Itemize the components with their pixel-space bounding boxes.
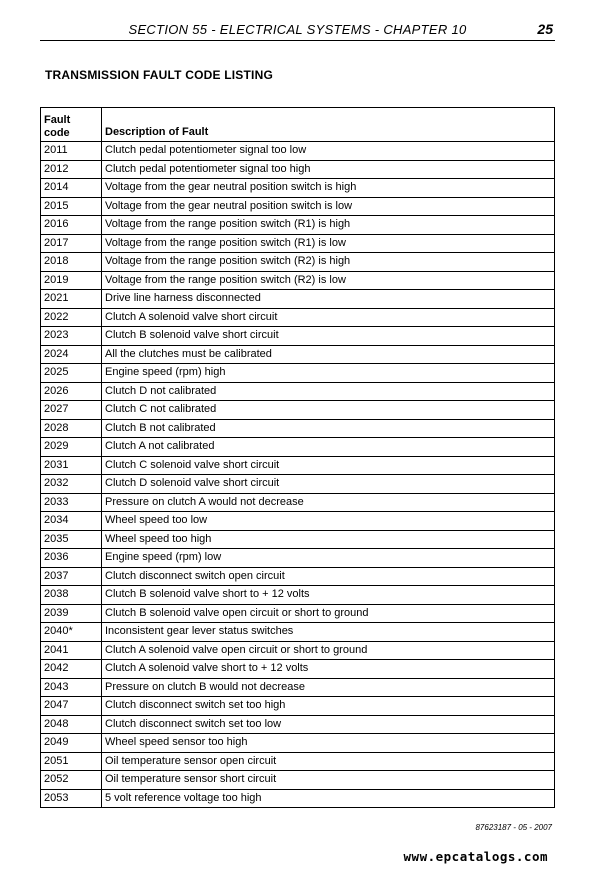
table-row [41,197,555,216]
watermark-url: www.epcatalogs.com [403,849,548,864]
fault-description-cell: Clutch A not calibrated [102,438,555,457]
table-row [41,142,555,161]
document-code: 87623187 - 05 - 2007 [475,823,552,832]
fault-code-cell: 2047 [41,697,102,716]
table-row [41,715,555,734]
fault-description-cell: Voltage from the gear neutral position switch is low [102,197,555,216]
table-row [41,678,555,697]
fault-code-cell: 2038 [41,586,102,605]
fault-code-cell: 2014 [41,179,102,198]
column-header-description: Description of Fault [102,108,555,142]
column-header-fault-code-line2: code [44,127,70,139]
fault-code-cell: 2036 [41,549,102,568]
fault-code-cell: 2026 [41,382,102,401]
table-row [41,660,555,679]
table-row [41,734,555,753]
table-row [41,290,555,309]
table-row [41,419,555,438]
table-row [41,216,555,235]
fault-description-cell: Clutch A solenoid valve open circuit or short to ground [102,641,555,660]
fault-description-cell: Pressure on clutch B would not decrease [102,678,555,697]
fault-code-cell: 2041 [41,641,102,660]
table-row [41,771,555,790]
fault-description-cell: Clutch D solenoid valve short circuit [102,475,555,494]
fault-description-cell: Clutch D not calibrated [102,382,555,401]
fault-description-cell: Wheel speed sensor too high [102,734,555,753]
fault-description-cell: Clutch pedal potentiometer signal too high [102,160,555,179]
fault-description-cell: Voltage from the gear neutral position switch is high [102,179,555,198]
fault-description-cell: Wheel speed too high [102,530,555,549]
fault-code-cell: 2032 [41,475,102,494]
fault-description-cell: Clutch pedal potentiometer signal too low [102,142,555,161]
fault-description-cell: 5 volt reference voltage too high [102,789,555,808]
fault-code-cell: 2035 [41,530,102,549]
fault-description-cell: Clutch B solenoid valve short circuit [102,327,555,346]
table-row [41,179,555,198]
fault-description-cell: All the clutches must be calibrated [102,345,555,364]
table-row [41,549,555,568]
table-row [41,401,555,420]
table-header-row [41,108,555,142]
table-row [41,697,555,716]
column-header-fault-code [41,108,102,142]
fault-code-cell: 2027 [41,401,102,420]
fault-code-cell: 2023 [41,327,102,346]
table-row [41,253,555,272]
fault-description-cell: Clutch B solenoid valve open circuit or short to ground [102,604,555,623]
table-row [41,623,555,642]
fault-description-cell: Clutch A solenoid valve short circuit [102,308,555,327]
table-row [41,456,555,475]
fault-code-cell: 2025 [41,364,102,383]
fault-code-cell: 2043 [41,678,102,697]
fault-code-table [40,107,555,808]
fault-description-cell: Voltage from the range position switch (R1) is high [102,216,555,235]
fault-code-cell: 2031 [41,456,102,475]
fault-code-cell: 2049 [41,734,102,753]
table-row [41,438,555,457]
fault-code-cell: 2048 [41,715,102,734]
page-title: TRANSMISSION FAULT CODE LISTING [45,68,273,82]
fault-code-cell: 2051 [41,752,102,771]
table-row [41,271,555,290]
fault-code-cell: 2053 [41,789,102,808]
fault-code-cell: 2028 [41,419,102,438]
fault-description-cell: Wheel speed too low [102,512,555,531]
fault-description-cell: Voltage from the range position switch (R2) is low [102,271,555,290]
fault-description-cell: Clutch disconnect switch set too low [102,715,555,734]
fault-code-cell: 2021 [41,290,102,309]
fault-description-cell: Engine speed (rpm) low [102,549,555,568]
table-row [41,567,555,586]
table-row [41,382,555,401]
table-row [41,604,555,623]
table-row [41,364,555,383]
fault-description-cell: Clutch C solenoid valve short circuit [102,456,555,475]
fault-code-cell: 2017 [41,234,102,253]
fault-code-cell: 2016 [41,216,102,235]
table-row [41,530,555,549]
table-row [41,160,555,179]
fault-code-cell: 2042 [41,660,102,679]
fault-description-cell: Clutch C not calibrated [102,401,555,420]
fault-description-cell: Clutch disconnect switch set too high [102,697,555,716]
fault-code-cell: 2034 [41,512,102,531]
fault-description-cell: Pressure on clutch A would not decrease [102,493,555,512]
table-row [41,475,555,494]
fault-code-cell: 2022 [41,308,102,327]
fault-description-cell: Clutch B solenoid valve short to + 12 volts [102,586,555,605]
page-header [40,20,555,41]
section-title: SECTION 55 - ELECTRICAL SYSTEMS - CHAPTER 10 [128,22,467,37]
fault-description-cell: Clutch A solenoid valve short to + 12 volts [102,660,555,679]
fault-code-cell: 2039 [41,604,102,623]
fault-code-cell: 2037 [41,567,102,586]
fault-description-cell: Drive line harness disconnected [102,290,555,309]
fault-description-cell: Engine speed (rpm) high [102,364,555,383]
fault-code-cell: 2029 [41,438,102,457]
fault-code-cell: 2011 [41,142,102,161]
fault-code-cell: 2012 [41,160,102,179]
fault-code-cell: 2019 [41,271,102,290]
fault-code-cell: 2015 [41,197,102,216]
fault-description-cell: Voltage from the range position switch (R1) is low [102,234,555,253]
fault-code-cell: 2018 [41,253,102,272]
fault-code-cell: 2052 [41,771,102,790]
table-row [41,345,555,364]
column-header-fault-code-line1: Fault [44,114,71,126]
fault-code-cell: 2033 [41,493,102,512]
table-row [41,512,555,531]
table-row [41,493,555,512]
fault-description-cell: Inconsistent gear lever status switches [102,623,555,642]
table-body [41,142,555,808]
fault-description-cell: Oil temperature sensor open circuit [102,752,555,771]
table-row [41,234,555,253]
table-row [41,308,555,327]
fault-description-cell: Voltage from the range position switch (R2) is high [102,253,555,272]
table-row [41,327,555,346]
table-row [41,789,555,808]
fault-code-cell: 2024 [41,345,102,364]
fault-description-cell: Oil temperature sensor short circuit [102,771,555,790]
fault-code-cell: 2040* [41,623,102,642]
page-number: 25 [537,21,553,37]
table-row [41,641,555,660]
table-row [41,752,555,771]
fault-description-cell: Clutch disconnect switch open circuit [102,567,555,586]
fault-description-cell: Clutch B not calibrated [102,419,555,438]
table-row [41,586,555,605]
